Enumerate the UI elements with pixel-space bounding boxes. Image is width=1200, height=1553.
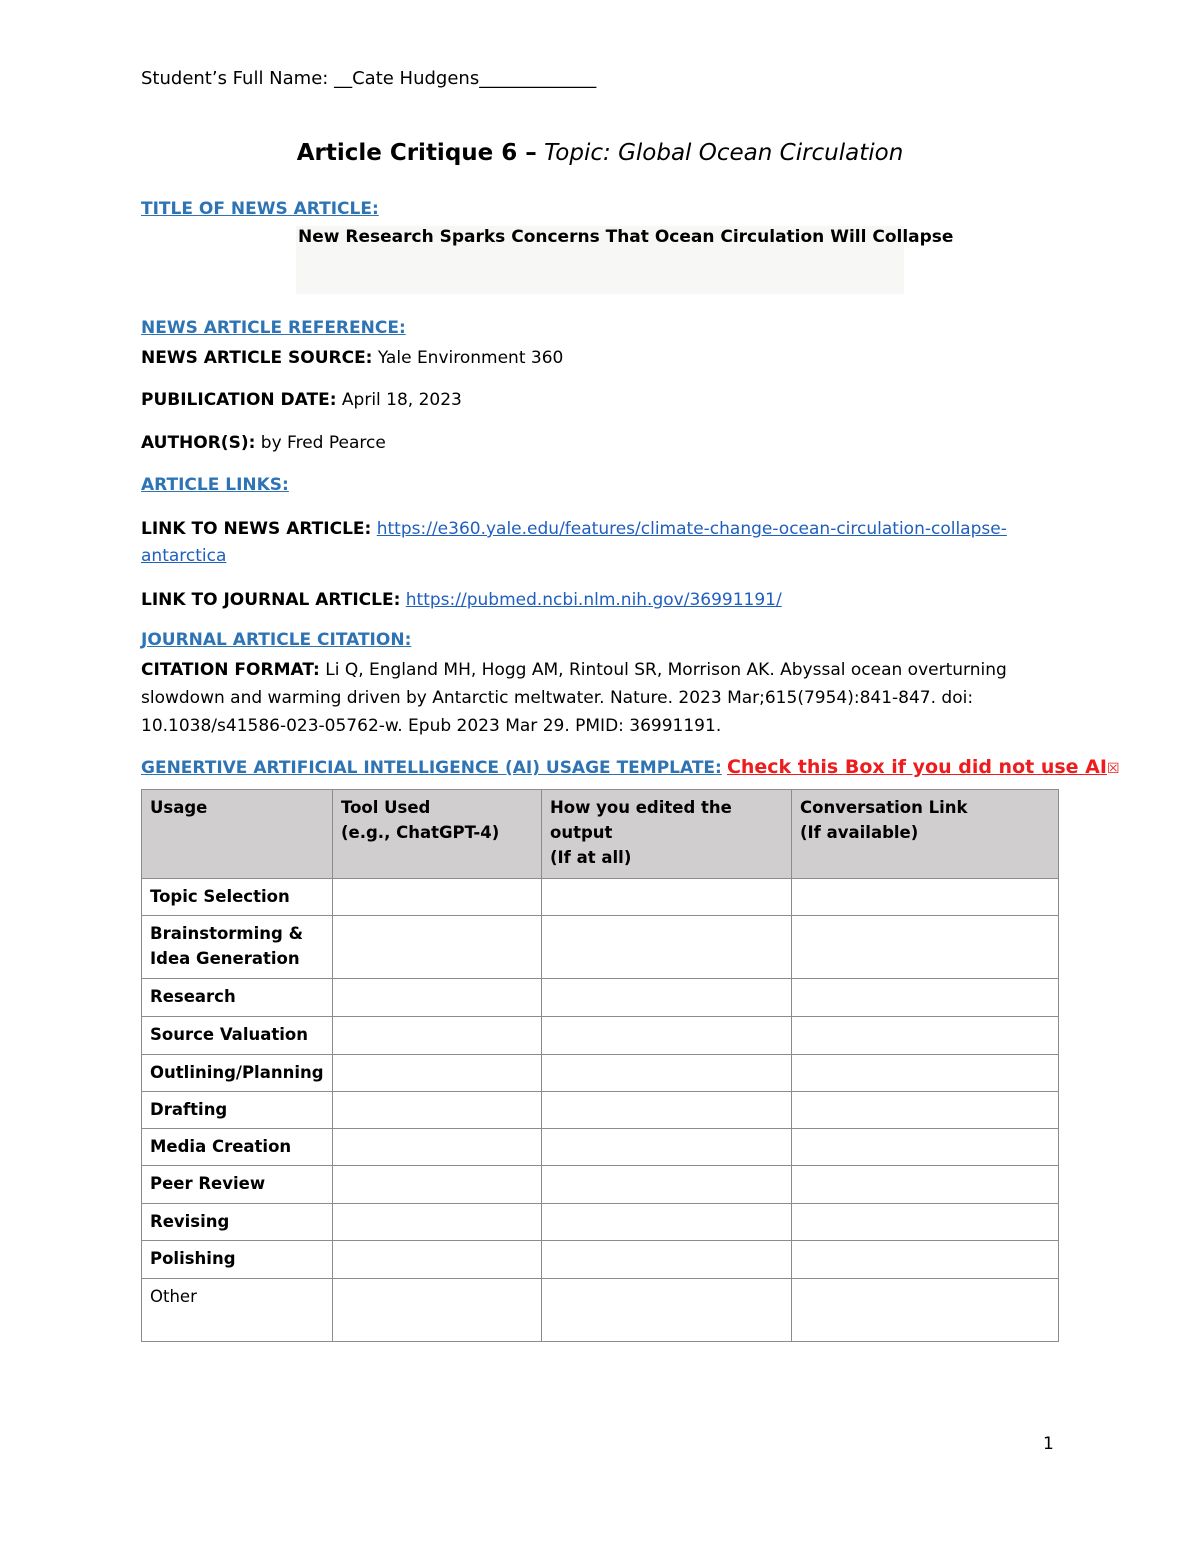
- table-cell[interactable]: [542, 916, 792, 979]
- table-cell[interactable]: [542, 1129, 792, 1166]
- table-cell[interactable]: [333, 1017, 542, 1055]
- author-value: by Fred Pearce: [260, 433, 386, 453]
- table-cell[interactable]: [792, 879, 1059, 916]
- source-value: Yale Environment 360: [377, 348, 564, 368]
- date-value: April 18, 2023: [341, 390, 462, 410]
- table-cell[interactable]: [333, 1204, 542, 1241]
- table-cell[interactable]: [542, 979, 792, 1017]
- article-title-box[interactable]: [296, 226, 954, 294]
- news-link-line-2: [141, 543, 226, 569]
- table-cell[interactable]: [792, 979, 1059, 1017]
- table-cell[interactable]: [792, 1129, 1059, 1166]
- table-cell[interactable]: [792, 1166, 1059, 1204]
- table-row: [142, 1055, 1059, 1092]
- table-cell[interactable]: [792, 1092, 1059, 1129]
- document-title-topic: Topic: Global Ocean Circulation: [544, 140, 904, 166]
- article-title: New Research Sparks Concerns That Ocean Circulation Will Collapse: [298, 227, 954, 247]
- news-article-link[interactable]: https://e360.yale.edu/features/climate-change-ocean-circulation-collapse-: [376, 519, 1007, 539]
- table-row: [142, 879, 1059, 916]
- row-label: Polishing: [142, 1241, 333, 1279]
- date-label: PUBILICATION DATE:: [141, 390, 337, 410]
- table-header-row: [142, 790, 1059, 879]
- student-name-label: Student’s Full Name:: [141, 68, 329, 89]
- row-label: Drafting: [142, 1092, 333, 1129]
- document-title: [0, 140, 1200, 166]
- header-conversation-link: Conversation Link (If available): [792, 790, 1059, 879]
- row-label: Outlining/Planning: [142, 1055, 333, 1092]
- table-row: [142, 1241, 1059, 1279]
- table-cell[interactable]: [542, 1204, 792, 1241]
- section-links: ARTICLE LINKS:: [141, 475, 289, 495]
- no-ai-checkbox-icon[interactable]: ☒: [1106, 761, 1120, 777]
- author-line: [141, 430, 386, 456]
- table-row: [142, 1166, 1059, 1204]
- table-cell[interactable]: [333, 1241, 542, 1279]
- row-label: Brainstorming & Idea Generation: [142, 916, 333, 979]
- news-article-link-continued[interactable]: antarctica: [141, 546, 227, 566]
- table-row: [142, 1129, 1059, 1166]
- student-name-value[interactable]: __Cate Hudgens_____________: [334, 68, 597, 89]
- news-link-label: LINK TO NEWS ARTICLE:: [141, 519, 372, 539]
- row-label: Source Valuation: [142, 1017, 333, 1055]
- source-label: NEWS ARTICLE SOURCE:: [141, 348, 373, 368]
- table-row: [142, 1279, 1059, 1342]
- table-row: [142, 979, 1059, 1017]
- table-cell[interactable]: [333, 1129, 542, 1166]
- table-cell[interactable]: [333, 1092, 542, 1129]
- table-cell[interactable]: [542, 1092, 792, 1129]
- table-cell[interactable]: [542, 1279, 792, 1342]
- table-cell[interactable]: [333, 916, 542, 979]
- citation-label: CITATION FORMAT:: [141, 660, 320, 680]
- student-name-line: [141, 68, 596, 89]
- page-number: 1: [1043, 1434, 1054, 1454]
- table-cell[interactable]: [792, 1017, 1059, 1055]
- table-cell[interactable]: [542, 1017, 792, 1055]
- header-tool-used: Tool Used (e.g., ChatGPT-4): [333, 790, 542, 879]
- row-label: Other: [142, 1279, 333, 1342]
- header-usage: Usage: [142, 790, 333, 879]
- table-cell[interactable]: [542, 879, 792, 916]
- table-cell[interactable]: [542, 1055, 792, 1092]
- section-title-of-article: TITLE OF NEWS ARTICLE:: [141, 199, 379, 219]
- row-label: Media Creation: [142, 1129, 333, 1166]
- table-cell[interactable]: [542, 1241, 792, 1279]
- table-cell[interactable]: [792, 1204, 1059, 1241]
- section-reference: NEWS ARTICLE REFERENCE:: [141, 318, 406, 338]
- table-cell[interactable]: [792, 1241, 1059, 1279]
- table-cell[interactable]: [542, 1166, 792, 1204]
- source-line: [141, 345, 563, 371]
- citation-text: Li Q, England MH, Hogg AM, Rintoul SR, Morrison AK. Abyssal ocean overturning slowdown and warming driven by Antarctic meltwater. Nature. 2023 Mar;615(7954):841-847. doi: 10.1038/s41586-023-05762-w. Epub 2023 Mar 29. PMID: 36991191.: [141, 660, 1007, 736]
- row-label: Revising: [142, 1204, 333, 1241]
- author-label: AUTHOR(S):: [141, 433, 256, 453]
- table-row: [142, 1017, 1059, 1055]
- no-ai-notice: Check this Box if you did not use AI: [726, 756, 1107, 778]
- journal-link-line: [141, 587, 782, 613]
- ai-usage-table: [141, 789, 1059, 1342]
- journal-link-label: LINK TO JOURNAL ARTICLE:: [141, 590, 401, 610]
- table-row: [142, 1204, 1059, 1241]
- row-label: Research: [142, 979, 333, 1017]
- row-label: Peer Review: [142, 1166, 333, 1204]
- journal-article-link[interactable]: https://pubmed.ncbi.nlm.nih.gov/36991191/: [405, 590, 782, 610]
- citation-block: [141, 656, 1041, 740]
- news-link-line: [141, 516, 1007, 542]
- table-cell[interactable]: [792, 1055, 1059, 1092]
- table-cell[interactable]: [333, 979, 542, 1017]
- ai-template-heading: [141, 756, 1120, 778]
- document-title-main: Article Critique 6 –: [296, 140, 537, 166]
- section-ai-template: GENERTIVE ARTIFICIAL INTELLIGENCE (AI) USAGE TEMPLATE:: [141, 758, 722, 778]
- table-cell[interactable]: [333, 879, 542, 916]
- table-row: [142, 916, 1059, 979]
- table-cell[interactable]: [333, 1279, 542, 1342]
- table-cell[interactable]: [333, 1166, 542, 1204]
- table-cell[interactable]: [333, 1055, 542, 1092]
- header-how-edited: How you edited the output (If at all): [542, 790, 792, 879]
- table-row: [142, 1092, 1059, 1129]
- date-line: [141, 387, 462, 413]
- table-cell[interactable]: [792, 1279, 1059, 1342]
- section-citation: JOURNAL ARTICLE CITATION:: [141, 630, 412, 650]
- row-label: Topic Selection: [142, 879, 333, 916]
- table-cell[interactable]: [792, 916, 1059, 979]
